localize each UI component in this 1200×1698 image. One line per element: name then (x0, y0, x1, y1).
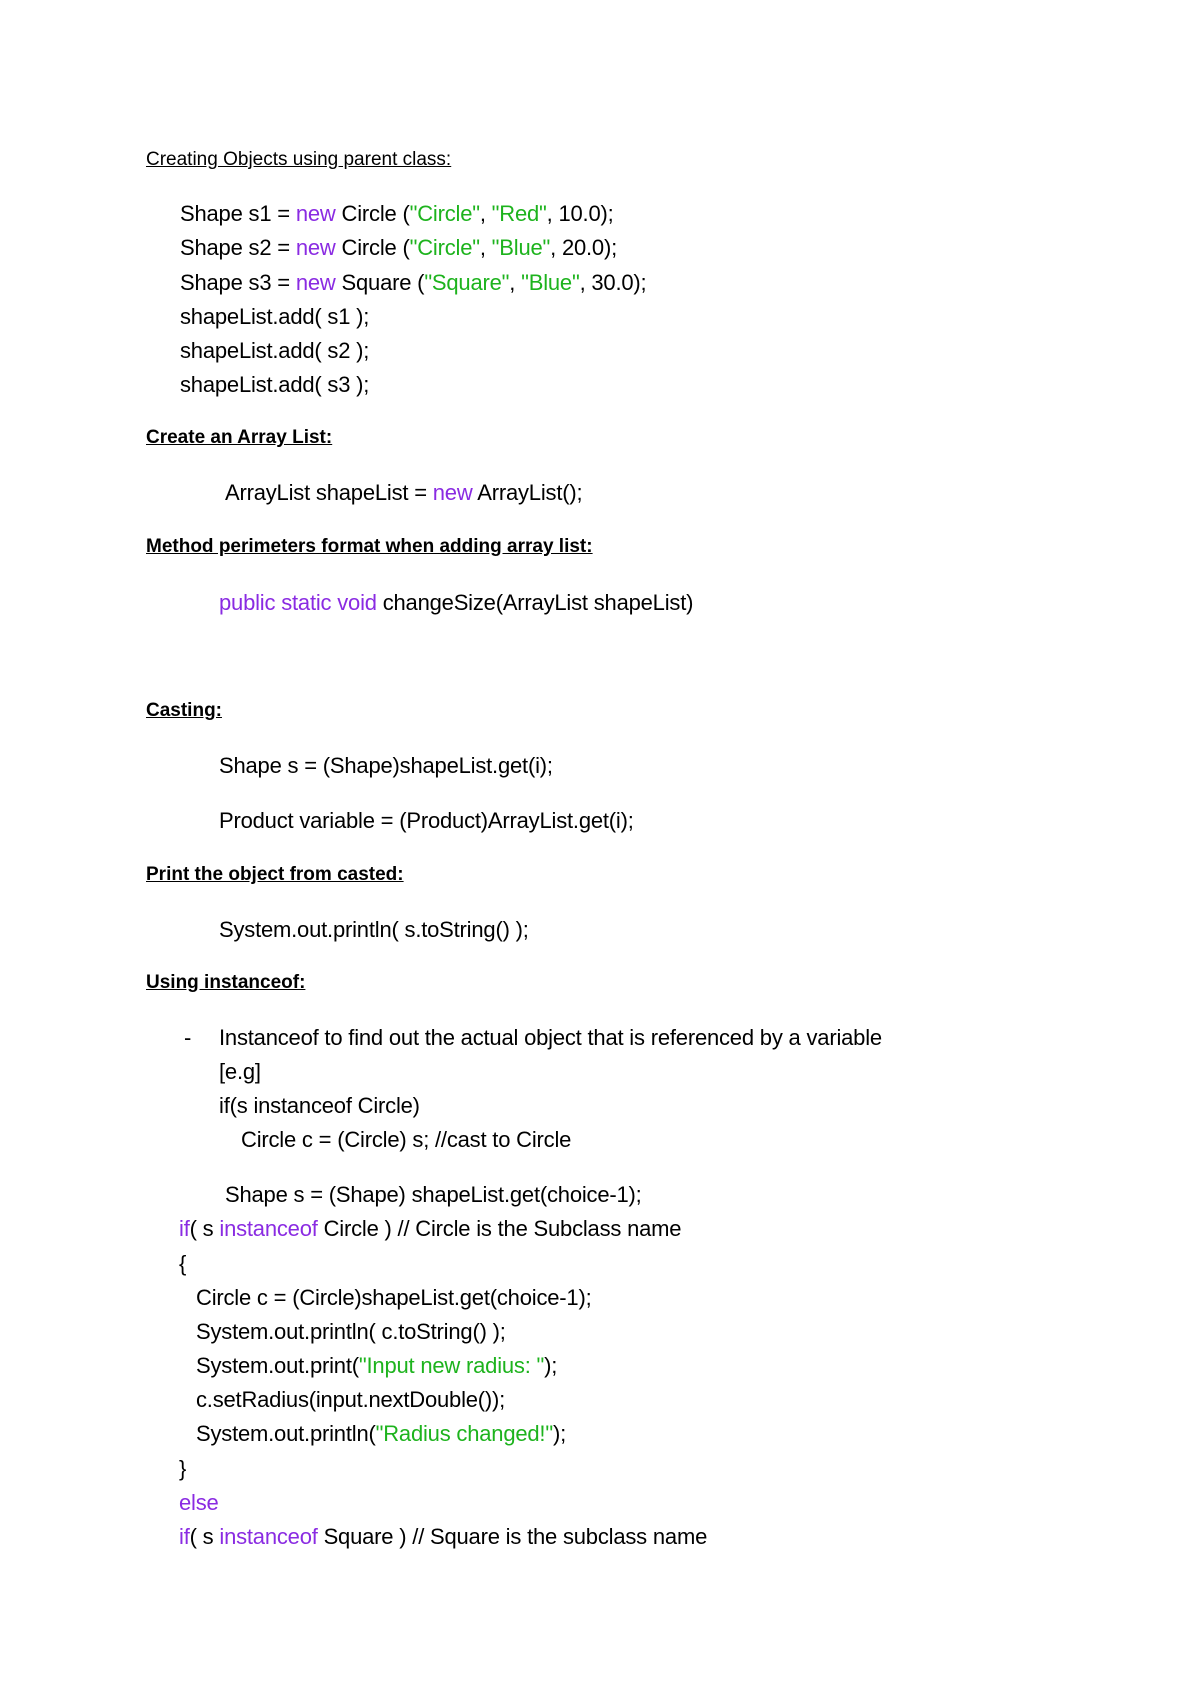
heading-method-params: Method perimeters format when adding array list: (146, 536, 593, 557)
code-text: , (509, 270, 522, 295)
keyword: instanceof (219, 1216, 318, 1241)
code-line-if-instanceof: if(s instanceof Circle) (219, 1093, 420, 1118)
code-line-s2 (180, 233, 617, 263)
bullet-text: Instanceof to find out the actual object that is referenced by a variable (219, 1025, 882, 1050)
code-text: Circle ) // Circle is the Subclass name (317, 1216, 682, 1241)
code-line-else: else (179, 1490, 219, 1515)
code-line-s1 (180, 199, 614, 229)
code-text: System.out.println( (196, 1421, 376, 1446)
code-text: ); (552, 1421, 566, 1446)
string-literal: "Square" (424, 270, 510, 295)
code-text: Shape s2 = (180, 235, 296, 260)
code-text: ( s (189, 1216, 220, 1241)
code-line-cast-shape: Shape s = (Shape)shapeList.get(i); (219, 753, 553, 778)
code-line-add-s1: shapeList.add( s1 ); (180, 304, 370, 329)
heading-creating-objects: Creating Objects using parent class: (146, 149, 452, 170)
code-line-cast-circle: Circle c = (Circle) s; //cast to Circle (241, 1127, 572, 1152)
code-text: ArrayList shapeList = (225, 480, 433, 505)
code-text: ArrayList(); (472, 480, 583, 505)
keyword: instanceof (219, 1524, 318, 1549)
code-text: , 30.0); (579, 270, 647, 295)
code-line-arraylist (225, 478, 582, 508)
heading-create-array-list: Create an Array List: (146, 427, 333, 448)
code-line-cast-circle-choice: Circle c = (Circle)shapeList.get(choice-1); (196, 1285, 592, 1310)
heading-print-object: Print the object from casted: (146, 864, 404, 885)
keyword: if (179, 1524, 190, 1549)
heading-instanceof: Using instanceof: (146, 972, 306, 993)
keyword: new (295, 201, 336, 226)
keyword: if (179, 1216, 190, 1241)
string-literal: "Radius changed!" (375, 1421, 553, 1446)
code-text: System.out.print( (196, 1353, 359, 1378)
string-literal: "Input new radius: " (358, 1353, 545, 1378)
string-literal: "Circle" (409, 235, 480, 260)
code-line-print-radius (196, 1351, 557, 1381)
code-text: , 10.0); (546, 201, 614, 226)
keyword: new (295, 270, 336, 295)
example-label: [e.g] (219, 1059, 261, 1084)
code-text: ); (544, 1353, 558, 1378)
code-text: changeSize(ArrayList shapeList) (376, 590, 694, 615)
code-text: Shape s1 = (180, 201, 296, 226)
bullet-dash: - (184, 1025, 192, 1050)
keyword: public static void (219, 590, 377, 615)
string-literal: "Blue" (491, 235, 551, 260)
code-text: ( s (189, 1524, 220, 1549)
code-text: , (479, 201, 492, 226)
code-line-open-brace: { (179, 1251, 187, 1276)
keyword: new (295, 235, 336, 260)
code-line-s3 (180, 268, 646, 298)
code-line-cast-product: Product variable = (Product)ArrayList.get(i); (219, 808, 634, 833)
code-line-radius-changed (196, 1419, 566, 1449)
string-literal: "Circle" (409, 201, 480, 226)
code-text: Shape s3 = (180, 270, 296, 295)
code-text: Square ) // Square is the subclass name (317, 1524, 708, 1549)
code-line-method (219, 588, 693, 618)
code-line-println: System.out.println( s.toString() ); (219, 917, 529, 942)
heading-casting: Casting: (146, 700, 222, 721)
code-line-add-s3: shapeList.add( s3 ); (180, 372, 370, 397)
code-text: , (479, 235, 492, 260)
code-line-get-choice: Shape s = (Shape) shapeList.get(choice-1); (225, 1182, 642, 1207)
code-line-if-circle (179, 1214, 681, 1244)
string-literal: "Red" (491, 201, 547, 226)
code-text: Circle ( (335, 235, 410, 260)
string-literal: "Blue" (521, 270, 580, 295)
code-text: , 20.0); (550, 235, 618, 260)
code-text: Circle ( (335, 201, 410, 226)
code-line-println-c: System.out.println( c.toString() ); (196, 1319, 506, 1344)
code-line-add-s2: shapeList.add( s2 ); (180, 338, 370, 363)
code-line-if-square (179, 1522, 707, 1552)
code-line-close-brace: } (179, 1456, 187, 1481)
code-line-set-radius: c.setRadius(input.nextDouble()); (196, 1387, 506, 1412)
code-text: Square ( (335, 270, 425, 295)
keyword: new (432, 480, 473, 505)
